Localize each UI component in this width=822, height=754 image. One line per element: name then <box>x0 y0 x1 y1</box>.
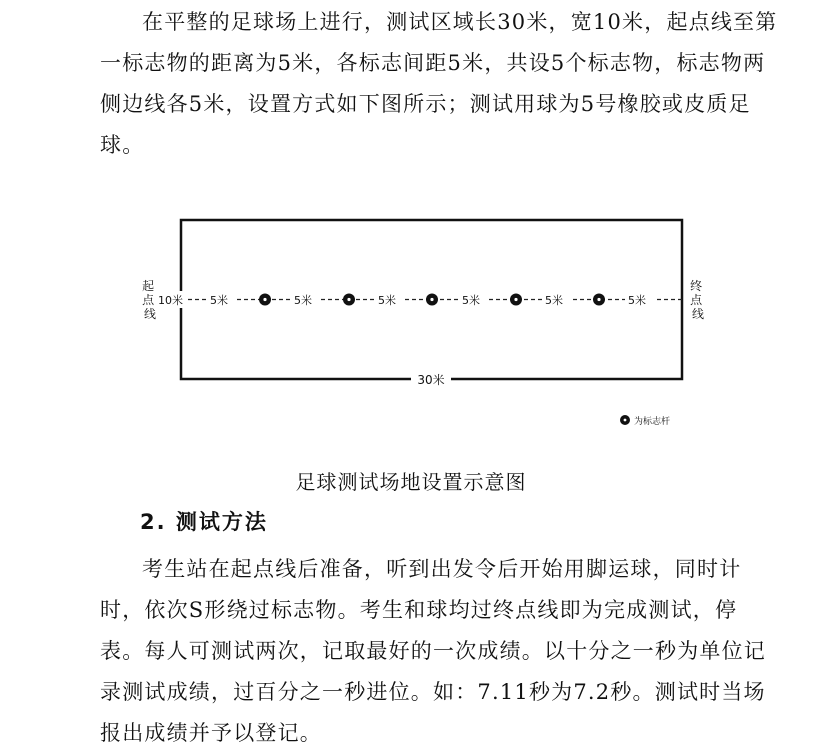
legend <box>620 415 670 427</box>
diagram-caption: 足球测试场地设置示意图 <box>295 470 527 494</box>
legend-marker-icon <box>620 415 630 425</box>
spacing-label: 5米 <box>545 294 563 307</box>
spacing-label: 5米 <box>210 294 228 307</box>
length-label: 30米 <box>417 373 445 387</box>
section-heading: 2. 测试方法 <box>140 510 268 534</box>
spacing-label: 5米 <box>294 294 312 307</box>
legend-text: 为标志杆 <box>634 417 671 427</box>
start-line-label: 起 点 线 <box>142 279 157 321</box>
marker-pole <box>426 294 438 306</box>
spacing-label: 5米 <box>628 294 646 307</box>
width-label: 10米 <box>158 294 183 307</box>
spacing-label: 5米 <box>378 294 396 307</box>
intro-paragraph: 在平整的足球场上进行，测试区域长30米，宽10米，起点线至第一标志物的距离为5米，各标志间距5米，共设5个标志物，标志物两侧边线各5米，设置方式如下图所示；测试用球为5号橡胶或皮质足球。 <box>100 10 778 157</box>
method-paragraph: 考生站在起点线后准备，听到出发令后开始用脚运球，同时计时，依次S形绕过标志物。考生和球均过终点线即为完成测试，停表。每人可测试两次，记取最好的一次成绩。以十分之一秒为单位记录测试成绩，过百分之一秒进位。如：7.11秒为7.2秒。测试时当场报出成绩并予以登记。 <box>100 557 766 745</box>
spacing-label: 5米 <box>462 294 480 307</box>
marker-pole <box>593 294 605 306</box>
marker-pole <box>510 294 522 306</box>
marker-pole <box>343 294 355 306</box>
end-line-label: 终 点 线 <box>690 279 705 321</box>
marker-pole <box>259 294 271 306</box>
